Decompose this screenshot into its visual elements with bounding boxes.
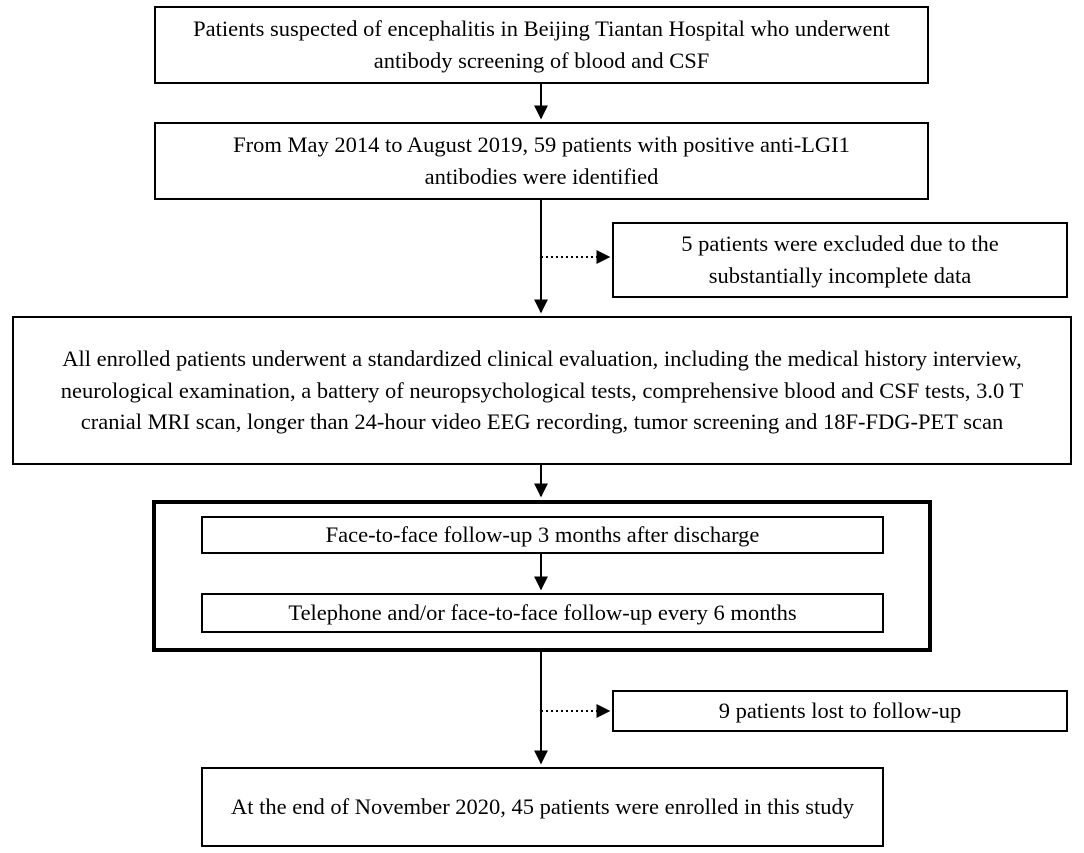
enrolled-box [201,767,884,847]
followup-6m-box [201,593,884,633]
followup-6m-text: Telephone and/or face-to-face follow-up every 6 months [288,600,797,626]
excluded-box [612,222,1068,298]
screening-text: Patients suspected of encephalitis in Beijing Tiantan Hospital who underwent antibody screening of blood and CSF [193,16,890,73]
evaluation-text: All enrolled patients underwent a standardized clinical evaluation, including the medical history interview, neurological examination, a battery of neuropsychological tests, comprehensive blood and CSF tests, 3.0 T cranial MRI scan, longer than 24-hour video EEG recording, tumor screening and 18F-FDG-PET scan [60,345,1024,435]
followup-3m-box [201,516,884,554]
screening-box [154,6,929,84]
identified-text: From May 2014 to August 2019, 59 patients with positive anti-LGI1 antibodies were identified [233,132,850,189]
excluded-text: 5 patients were excluded due to the substantially incomplete data [681,231,999,288]
evaluation-box [12,316,1072,465]
lost-box [612,690,1068,732]
followup-3m-text: Face-to-face follow-up 3 months after discharge [325,522,760,548]
lost-text: 9 patients lost to follow-up [718,698,962,724]
identified-box [154,122,929,200]
enrolled-text: At the end of November 2020, 45 patients were enrolled in this study [231,794,854,820]
